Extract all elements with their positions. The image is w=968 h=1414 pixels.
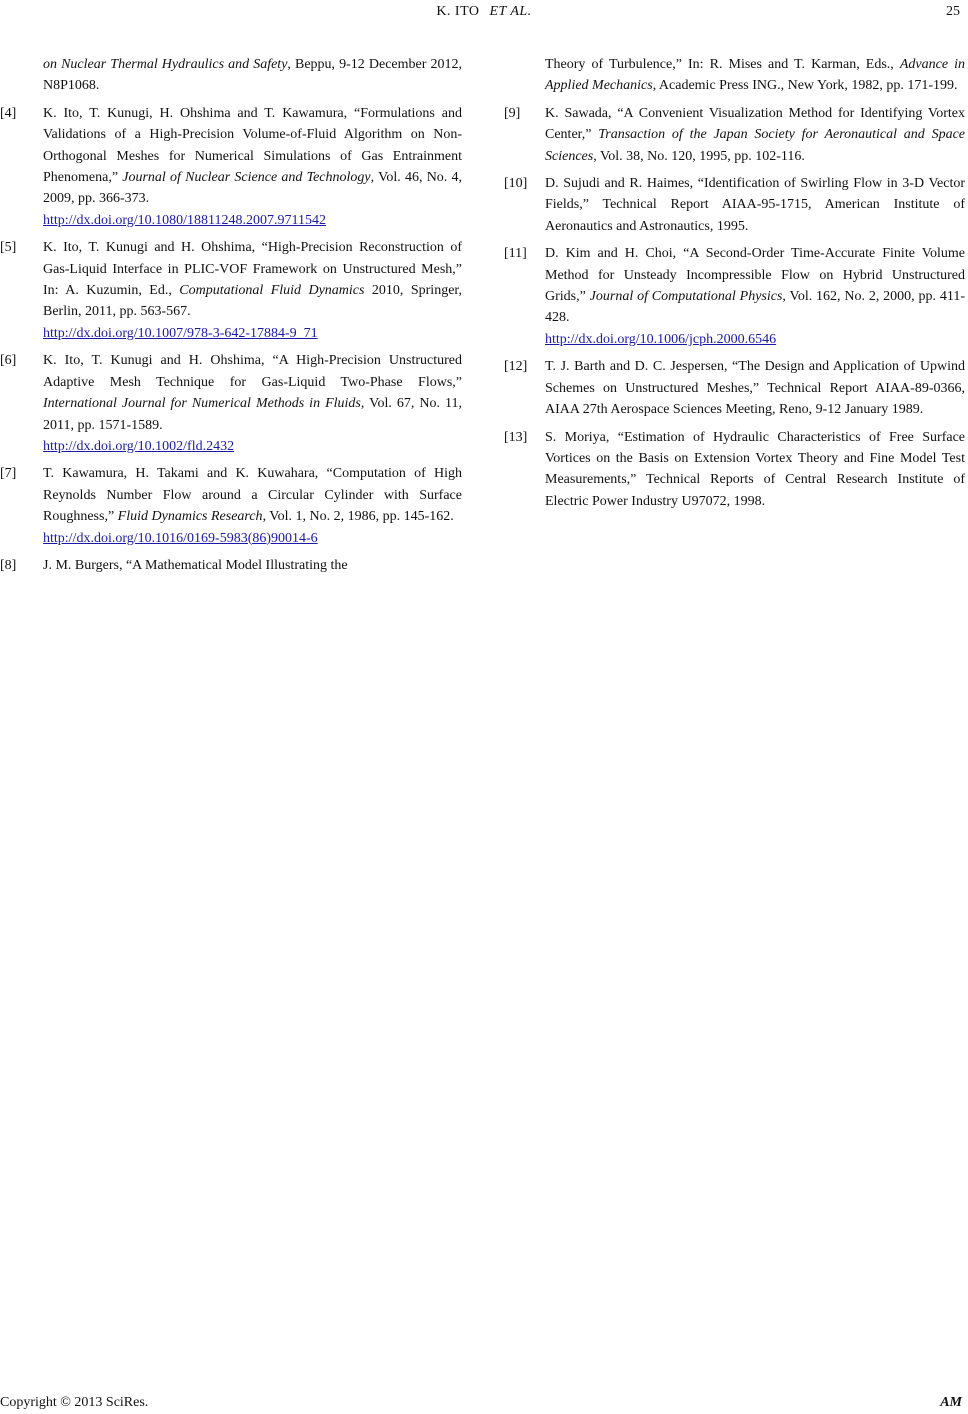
ref-number: [9] [504, 105, 521, 121]
reference-5 [0, 237, 462, 344]
reference-continuation [504, 54, 965, 97]
ref-number: [8] [0, 557, 17, 573]
ref-text-end: , Vol. 46, No. 4, 2009, pp. 366-373. [43, 170, 463, 207]
journal-abbreviation: AM [940, 1395, 962, 1410]
doi-link[interactable]: http://dx.doi.org/10.1007/978-3-642-17884-9_71 [43, 325, 318, 341]
ref-italic: Fluid Dynamics Research [117, 509, 263, 525]
ref-number: [4] [0, 105, 17, 121]
reference-6 [0, 350, 462, 457]
ref-number: [10] [504, 176, 528, 192]
ref-text-end: , Vol. 38, No. 120, 1995, pp. 102-116. [593, 148, 805, 164]
doi-link[interactable]: http://dx.doi.org/10.1080/18811248.2007.9711542 [43, 212, 326, 228]
running-author: K. ITO [436, 4, 480, 19]
right-column [504, 54, 965, 518]
ref-number: [7] [0, 466, 17, 482]
ref-italic: Transaction of the Japan Society for Aeronautical and Space Sciences [545, 127, 965, 164]
ref-number: [12] [504, 359, 528, 375]
running-head [0, 2, 968, 22]
reference-12 [504, 356, 965, 420]
running-etal: ET AL. [489, 4, 532, 19]
ref-text: S. Moriya, “Estimation of Hydraulic Characteristics of Free Surface Vortices on the Basis on Extension Vortex Theory and Fine Model Test Measurements,” Technical Reports of Central Research Institute of Electric Power Industry U97072, 1998. [545, 429, 965, 509]
ref-number: [11] [504, 246, 527, 262]
ref-text-end: , Academic Press ING., New York, 1982, pp. 171-199. [652, 78, 958, 94]
reference-9 [504, 103, 965, 167]
ref-number: [5] [0, 240, 17, 256]
doi-link[interactable]: http://dx.doi.org/10.1002/fld.2432 [43, 438, 235, 454]
reference-8 [0, 555, 462, 576]
ref-text: Theory of Turbulence,” In: R. Mises and T. Karman, Eds., [545, 57, 900, 72]
reference-7 [0, 463, 462, 549]
ref-text: K. Ito, T. Kunugi, H. Ohshima and T. Kawamura, “Formulations and Validations of a High-Precision Volume-of-Fluid Algorithm on Non-Orthogonal Meshes for Numerical Simulations of Gas Entrainment Phenomena,” [43, 105, 462, 186]
ref-italic: on Nuclear Thermal Hydraulics and Safety [43, 57, 288, 72]
reference-continuation [0, 54, 462, 97]
ref-number: [13] [504, 429, 528, 445]
reference-4 [0, 103, 462, 231]
ref-italic: Journal of Nuclear Science and Technology [122, 170, 371, 186]
left-column [0, 54, 462, 582]
ref-text: D. Sujudi and R. Haimes, “Identification of Swirling Flow in 3-D Vector Fields,” Technical Report AIAA-95-1715, American Institute of Aeronautics and Astronautics, 1995. [545, 176, 965, 234]
ref-text: K. Sawada, “A Convenient Visualization Method for Identifying Vortex Center,” [545, 105, 965, 143]
ref-text: T. J. Barth and D. C. Jespersen, “The Design and Application of Upwind Schemes on Unstructured Meshes,” Technical Report AIAA-89-0366, AIAA 27th Aerospace Sciences Meeting, Reno, 9-12 January 1989. [545, 359, 965, 418]
ref-text: D. Kim and H. Choi, “A Second-Order Time-Accurate Finite Volume Method for Unsteady Incompressible Flow on Hybrid Unstructured Grids,” [545, 246, 965, 305]
doi-link[interactable]: http://dx.doi.org/10.1016/0169-5983(86)90014-6 [43, 530, 318, 546]
reference-10 [504, 173, 965, 237]
ref-text: K. Ito, T. Kunugi and H. Ohshima, “A High-Precision Unstructured Adaptive Mesh Technique for Gas-Liquid Two-Phase Flows,” [43, 353, 462, 390]
ref-text-end: , Vol. 162, No. 2, 2000, pp. 411-428. [545, 289, 966, 326]
ref-italic: Advance in Applied Mechanics [545, 57, 965, 94]
ref-text-end: , Vol. 67, No. 11, 2011, pp. 1571-1589. [43, 396, 462, 433]
page-header [0, 2, 968, 24]
ref-italic: Computational Fluid Dynamics [179, 283, 365, 299]
ref-text: , Beppu, 9-12 December 2012, N8P1068. [43, 57, 463, 94]
ref-italic: International Journal for Numerical Methods in Fluids [43, 396, 361, 412]
ref-text-end: 2010, Springer, Berlin, 2011, pp. 563-567. [43, 283, 463, 320]
copyright-notice: Copyright © 2013 SciRes. [0, 1395, 149, 1410]
ref-number: [6] [0, 353, 17, 369]
reference-13 [504, 427, 965, 513]
ref-text-end: , Vol. 1, No. 2, 1986, pp. 145-162. [262, 509, 454, 525]
doi-link[interactable]: http://dx.doi.org/10.1006/jcph.2000.6546 [545, 331, 777, 347]
ref-text: K. Ito, T. Kunugi and H. Ohshima, “High-Precision Reconstruction of Gas-Liquid Interface in PLIC-VOF Framework on Unstructured Mesh,” In: A. Kuzumin, Ed., [43, 240, 462, 299]
ref-text: J. M. Burgers, “A Mathematical Model Illustrating the [43, 557, 348, 573]
ref-italic: Journal of Computational Physics [589, 289, 783, 305]
ref-text: T. Kawamura, H. Takami and K. Kuwahara, “Computation of High Reynolds Number Flow around a Circular Cylinder with Surface Roughness,” [43, 466, 462, 525]
page-footer [0, 1394, 968, 1414]
reference-11 [504, 243, 965, 350]
page-number: 25 [946, 4, 960, 19]
